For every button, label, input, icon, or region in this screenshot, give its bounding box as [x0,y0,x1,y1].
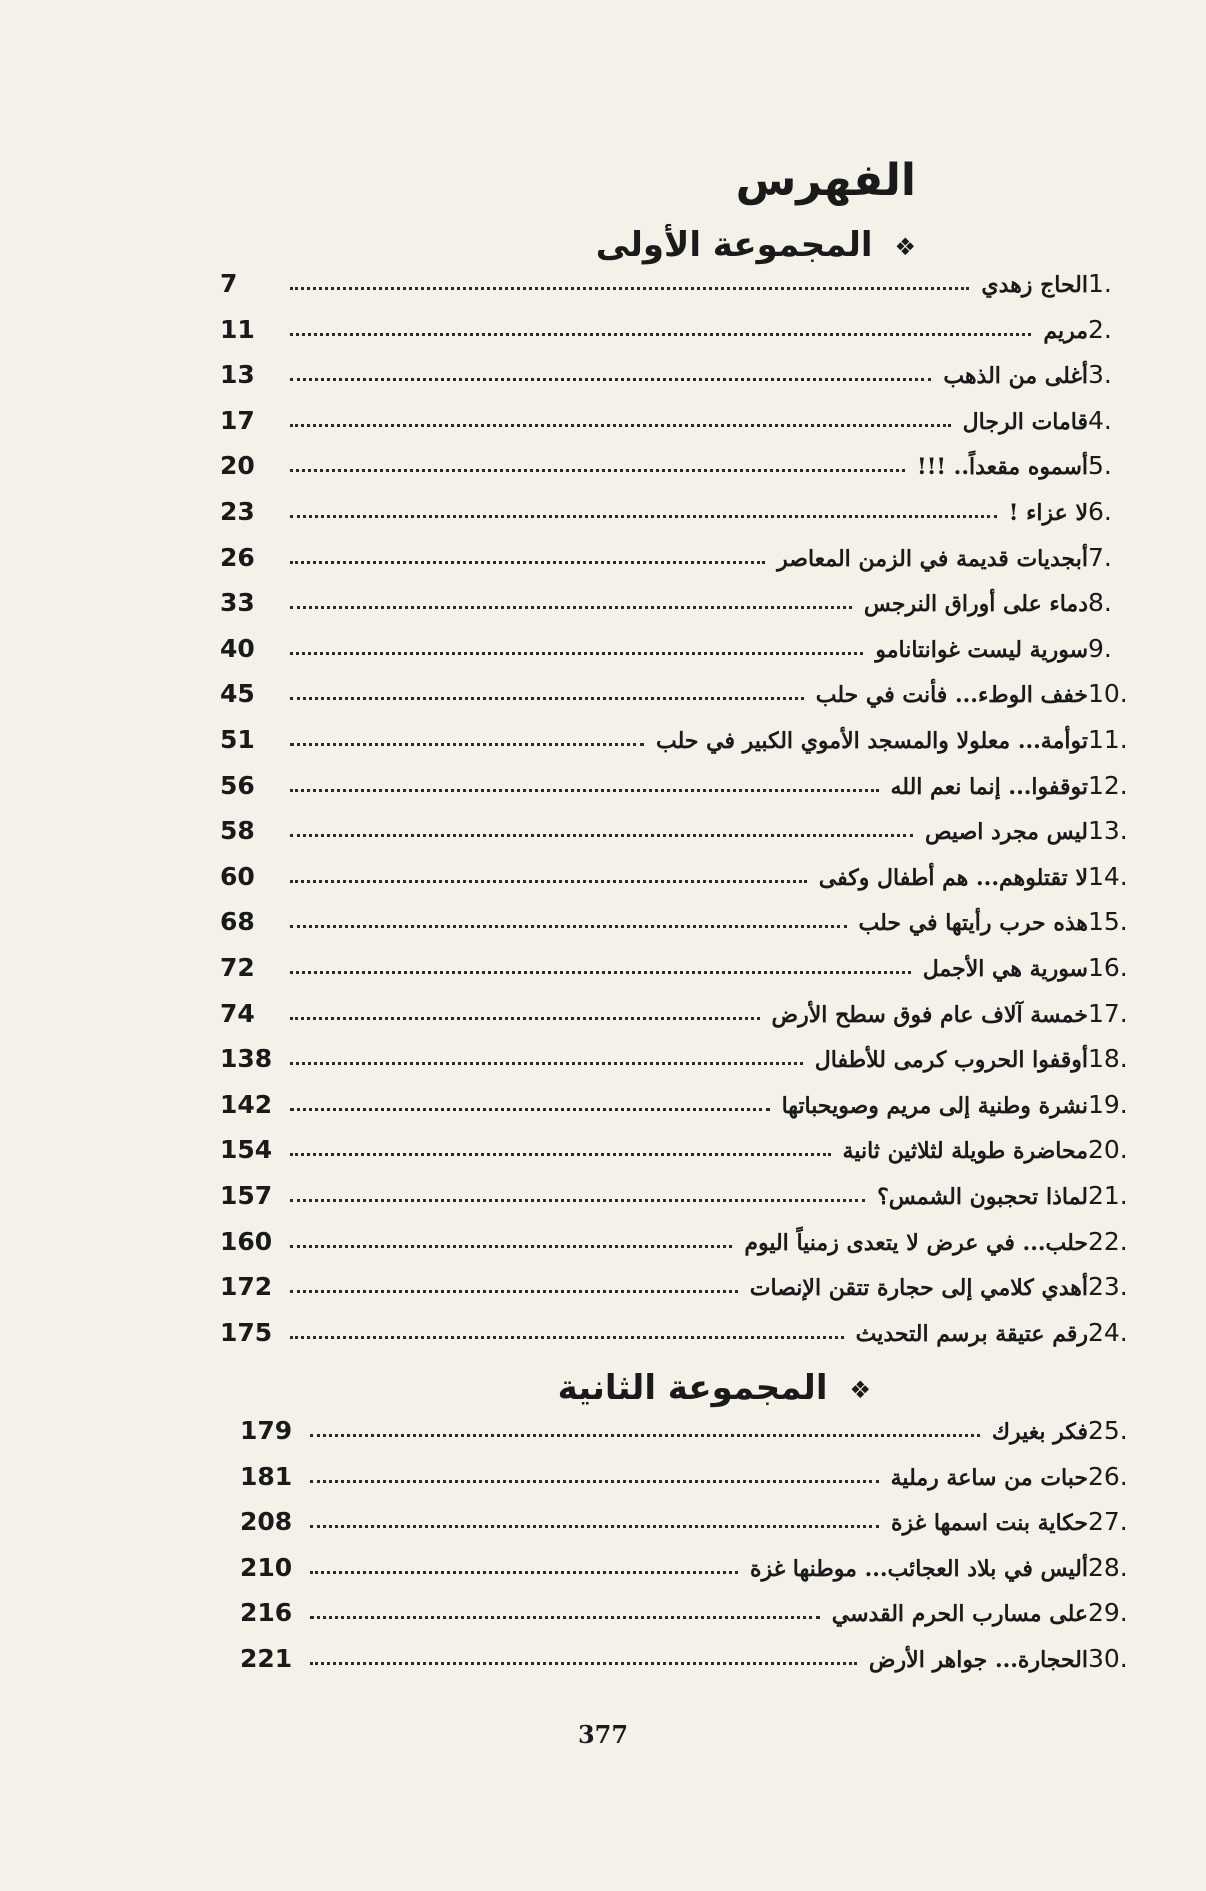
dot-leader [290,333,1031,336]
entry-title: توقفوا... إنما نعم الله [890,773,1088,800]
entry-number: 20. [1088,1135,1128,1165]
dot-leader [290,1153,831,1156]
toc-entry [240,1542,1140,1582]
group-heading-label: المجموعة الأولى [595,225,873,265]
entry-page-number: 45 [220,679,255,709]
dot-leader [290,652,863,655]
dot-leader [290,1017,760,1020]
entry-page-number: 23 [220,497,255,526]
entry-title: ليس مجرد اصيص [924,819,1088,846]
toc-entry [220,805,1140,845]
entry-title: قامات الرجال [962,408,1088,435]
dot-leader [290,424,951,427]
entry-title: هذه حرب رأيتها في حلب [858,910,1088,937]
toc-entry [220,486,1140,526]
toc-entry [220,395,1140,435]
toc-entry [240,1496,1140,1536]
entry-title: دماء على أوراق النرجس [863,591,1088,618]
entry-number: 16. [1088,953,1128,982]
entry-title: سورية ليست غوانتانامو [875,636,1088,663]
toc-entry [220,623,1140,663]
dot-leader [290,925,847,928]
entry-number: 11. [1088,725,1128,754]
entry-number: 18. [1088,1044,1128,1074]
entry-number: 5. [1088,451,1112,481]
entry-page-number: 20 [220,451,255,481]
entry-page-number: 72 [220,953,255,982]
entry-title: مريم [1043,317,1088,344]
entry-page-number: 157 [220,1181,273,1210]
entry-page-number: 181 [240,1461,293,1491]
entry-title: نشرة وطنية إلى مريم وصويحباتها [781,1092,1088,1119]
toc-entry [240,1405,1140,1445]
entry-title: خمسة آلاف عام فوق سطح الأرض [771,1001,1088,1028]
dot-leader [290,515,997,518]
entry-number: 22. [1088,1226,1128,1256]
toc-entry [220,851,1140,891]
entry-page-number: 13 [220,360,255,390]
entry-title: الحجارة... جواهر الأرض [868,1647,1088,1673]
toc-entry [220,1307,1140,1347]
dot-leader [310,1571,738,1574]
toc-entry [220,1079,1140,1119]
dot-leader [290,971,911,974]
toc-entry [220,440,1140,480]
dot-leader [290,1062,803,1065]
entry-title: توأمة... معلولا والمسجد الأموي الكبير في حلب [656,728,1088,754]
dot-leader [290,1108,770,1111]
entry-title: أوقفوا الحروب كرمى للأطفال [814,1047,1088,1074]
entry-title: أهدي كلامي إلى حجارة تتقن الإنصات [749,1275,1088,1302]
toc-entry [220,577,1140,617]
entry-title: خفف الوطء... فأنت في حلب [815,682,1088,709]
dot-leader [290,287,969,290]
entry-title: لا تقتلوهم... هم أطفال وكفى [818,864,1088,891]
entry-title: محاضرة طويلة لثلاثين ثانية [842,1138,1088,1165]
entry-number: 25. [1088,1416,1128,1445]
toc-entry [220,304,1140,344]
entry-number: 24. [1088,1317,1128,1347]
dot-leader [290,789,879,792]
dot-leader [290,606,852,609]
entry-number: 6. [1088,497,1112,526]
entry-title: الحاج زهدي [981,272,1088,298]
dot-leader [310,1434,980,1437]
entry-number: 7. [1088,542,1112,572]
entry-page-number: 51 [220,725,255,754]
toc-entry [220,896,1140,936]
entry-page-number: 11 [220,314,255,344]
entry-number: 21. [1088,1181,1128,1210]
toc-entry [220,760,1140,800]
entry-number: 12. [1088,770,1128,800]
entry-title: أغلى من الذهب [943,363,1088,390]
entry-page-number: 17 [220,405,255,435]
dot-leader [290,378,931,381]
entry-number: 3. [1088,360,1112,390]
index-title: الفهرس [735,155,916,206]
entry-number: 13. [1088,816,1128,846]
toc-entry [220,1216,1140,1256]
toc-entry [220,1261,1140,1301]
toc-entry [220,1033,1140,1073]
entry-page-number: 74 [220,998,255,1028]
entry-title: حكاية بنت اسمها غزة [891,1510,1088,1537]
dot-leader [290,880,807,883]
entry-page-number: 208 [240,1507,293,1537]
entry-page-number: 60 [220,861,255,891]
entry-title: أبجديات قديمة في الزمن المعاصر [777,545,1088,572]
entry-number: 9. [1088,633,1112,663]
dot-leader [310,1480,879,1483]
entry-number: 1. [1088,269,1112,298]
entry-number: 26. [1088,1461,1128,1491]
dot-leader [290,1245,732,1248]
entry-number: 17. [1088,998,1128,1028]
entry-title: سورية هي الأجمل [922,956,1088,982]
entry-page-number: 179 [240,1416,293,1445]
toc-entry [240,1451,1140,1491]
entry-page-number: 58 [220,816,255,846]
toc-entry [220,942,1140,982]
page-number: 377 [577,1720,629,1749]
entry-page-number: 138 [220,1044,273,1074]
entry-number: 14. [1088,861,1128,891]
entry-page-number: 210 [240,1552,293,1582]
entry-page-number: 172 [220,1272,273,1302]
entry-number: 10. [1088,679,1128,709]
entry-number: 23. [1088,1272,1128,1302]
entry-title: حلب... في عرض لا يتعدى زمنياً اليوم [744,1229,1088,1256]
entry-page-number: 26 [220,542,255,572]
dot-leader [290,1290,738,1293]
toc-entry [220,349,1140,389]
entry-page-number: 68 [220,907,255,937]
toc-entry [220,668,1140,708]
entry-page-number: 154 [220,1135,273,1165]
dot-leader [310,1662,857,1665]
entry-page-number: 40 [220,633,255,663]
toc-entry [220,714,1140,754]
dot-leader [290,743,644,746]
dot-leader [290,1336,844,1339]
entry-number: 8. [1088,588,1112,618]
entry-title: لماذا تحجبون الشمس؟ [877,1184,1088,1210]
entry-title: حبات من ساعة رملية [890,1464,1088,1491]
entry-number: 29. [1088,1598,1128,1628]
dot-leader [310,1525,879,1528]
toc-entry [220,532,1140,572]
dot-leader [290,697,804,700]
dot-leader [290,469,905,472]
entry-page-number: 33 [220,588,255,618]
dot-leader [310,1616,820,1619]
entry-page-number: 216 [240,1598,293,1628]
toc-entry [220,258,1140,298]
toc-entry [240,1633,1140,1673]
toc-entry [220,988,1140,1028]
entry-number: 2. [1088,314,1112,344]
dot-leader [290,1199,865,1202]
toc-entry [220,1124,1140,1164]
entry-title: رقم عتيقة برسم التحديث [855,1320,1088,1347]
diamond-bullet-icon: ❖ [849,1375,871,1404]
entry-number: 30. [1088,1644,1128,1673]
entry-title: فكر بغيرك [991,1419,1088,1445]
entry-title: أسموه مقعداً.. !!! [917,454,1088,481]
entry-number: 28. [1088,1552,1128,1582]
entry-number: 27. [1088,1507,1128,1537]
entry-page-number: 221 [240,1644,293,1673]
group-heading-label: المجموعة الثانية [557,1368,828,1408]
entry-title: على مسارب الحرم القدسي [831,1601,1088,1628]
dot-leader [290,834,913,837]
entry-page-number: 160 [220,1226,273,1256]
group-heading-second [558,1368,871,1408]
entry-page-number: 56 [220,770,255,800]
entry-number: 4. [1088,405,1112,435]
toc-entry [220,1170,1140,1210]
entry-number: 15. [1088,907,1128,937]
toc-entry [240,1587,1140,1627]
entry-page-number: 7 [220,269,238,298]
diamond-bullet-icon: ❖ [894,232,916,261]
dot-leader [290,561,765,564]
entry-title: لا عزاء ! [1008,500,1088,526]
entry-page-number: 175 [220,1317,273,1347]
entry-page-number: 142 [220,1089,273,1119]
entry-number: 19. [1088,1089,1128,1119]
entry-title: أليس في بلاد العجائب... موطنها غزة [749,1555,1088,1582]
